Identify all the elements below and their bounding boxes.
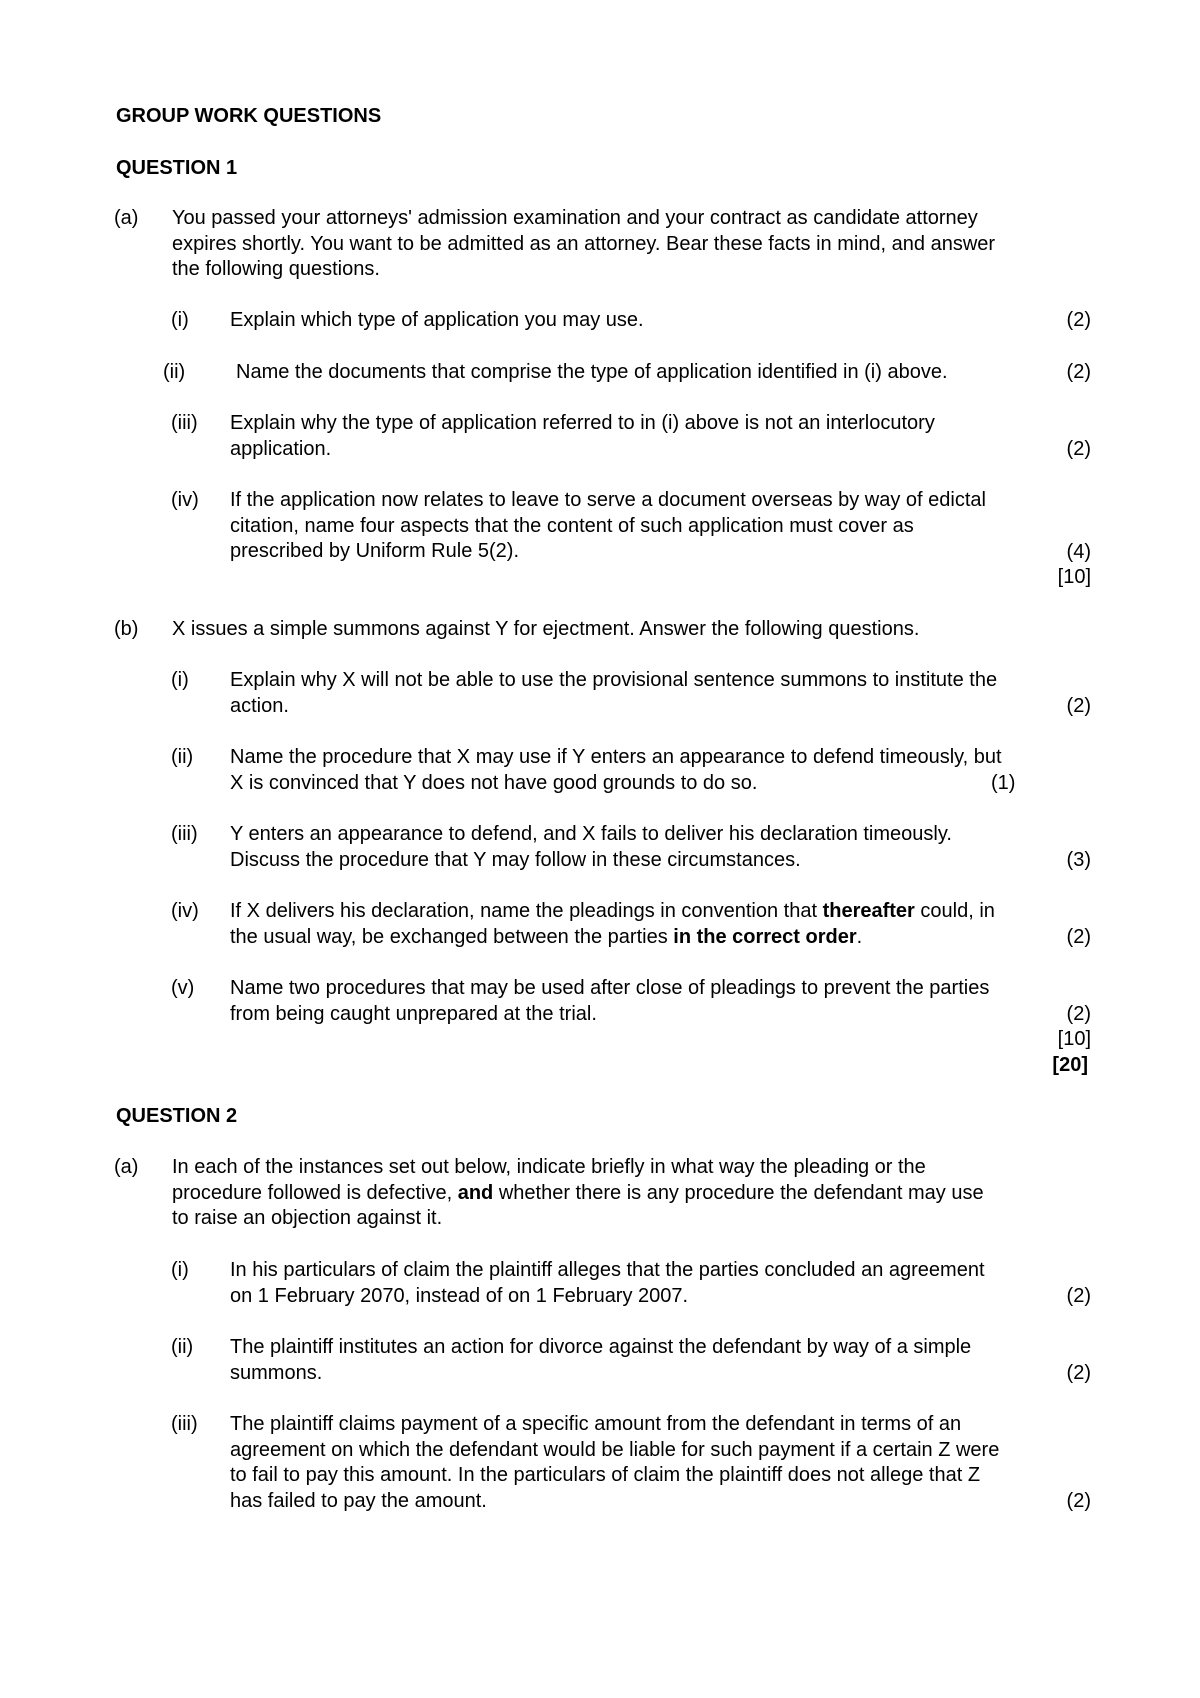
- q2a-item-i-line: on 1 February 2070, instead of on 1 February 2007.: [230, 1284, 689, 1307]
- q1b-item-iv-line1-pre: If X delivers his declaration, name the pleadings in convention that: [230, 900, 823, 922]
- q1-total: [20]: [1052, 1054, 1088, 1076]
- q1b-item-iii-mark: (3): [1066, 849, 1091, 871]
- q2-part-a-line2-post: whether there is any procedure the defendant may use: [493, 1181, 984, 1204]
- question-2-heading: QUESTION 2: [116, 1105, 238, 1127]
- q1b-item-ii-text: [230, 745, 1090, 796]
- q2a-item-iii-line: agreement on which the defendant would be liable for such payment if a certain Z were: [230, 1438, 1000, 1461]
- q2-part-a-line2-pre: procedure followed is defective,: [172, 1181, 458, 1204]
- question-1-heading: QUESTION 1: [116, 157, 238, 179]
- q2a-item-iii-line: The plaintiff claims payment of a specific amount from the defendant in terms of an: [230, 1413, 962, 1435]
- q1a-item-iv-mark: (4): [1066, 541, 1091, 563]
- q1a-item-iv-line: citation, name four aspects that the content of such application must cover as: [230, 514, 914, 537]
- q1b-item-v-line: from being caught unprepared at the trial.: [230, 1002, 597, 1025]
- q1b-item-iv-line1-post: could, in: [914, 900, 995, 922]
- document-title: GROUP WORK QUESTIONS: [116, 105, 382, 127]
- q2-part-a-intro-line: to raise an objection against it.: [172, 1207, 443, 1229]
- q1b-item-iii-line: Discuss the procedure that Y may follow in these circumstances.: [230, 848, 801, 871]
- q2a-item-i-line: In his particulars of claim the plaintiff alleges that the parties concluded an agreement: [230, 1259, 985, 1281]
- q2a-item-iii-label: (iii): [171, 1413, 198, 1435]
- q1b-item-iv-line-2: [230, 925, 1090, 951]
- q1b-item-iii-label: (iii): [171, 823, 198, 845]
- q1a-item-i-text: [230, 308, 1090, 334]
- q2a-item-iii-line: to fail to pay this amount. In the particulars of claim the plaintiff does not allege that Z: [230, 1464, 981, 1486]
- q2a-item-iii-text: [230, 1412, 1090, 1514]
- q1b-item-iv-line2-pre: the usual way, be exchanged between the parties: [230, 925, 674, 948]
- q1b-item-iv-label: (iv): [171, 900, 199, 922]
- q1a-item-i-line: Explain which type of application you may use.: [230, 309, 644, 331]
- q1a-item-ii-mark: (2): [1066, 361, 1091, 383]
- q1b-subtotal: [10]: [1057, 1028, 1091, 1050]
- q1a-item-iv-label: (iv): [171, 489, 199, 511]
- q1b-item-i-text: [230, 668, 1090, 719]
- q1b-item-i-label: (i): [171, 669, 189, 691]
- q2-part-a-emphasis: and: [457, 1181, 494, 1204]
- q1b-item-iv-mark: (2): [1066, 926, 1091, 948]
- q1b-item-iv-line-1: [230, 899, 1090, 925]
- q1a-item-iv-text: [230, 488, 1090, 565]
- q1-part-b-intro: X issues a simple summons against Y for ejectment. Answer the following questions.: [172, 618, 920, 640]
- q2a-item-i-text: [230, 1258, 1090, 1309]
- q2a-item-ii-mark: (2): [1066, 1362, 1091, 1384]
- q1b-item-ii-mark: (1): [991, 772, 1016, 794]
- q1-part-b-label: (b): [114, 618, 139, 640]
- q2a-item-ii-line: The plaintiff institutes an action for divorce against the defendant by way of a simple: [230, 1336, 972, 1358]
- q1a-item-ii-text: [236, 360, 1096, 386]
- q1a-item-iii-line: Explain why the type of application referred to in (i) above is not an interlocutory: [230, 412, 935, 434]
- q2a-item-ii-text: [230, 1335, 1090, 1386]
- q1-part-a-intro-line: You passed your attorneys' admission examination and your contract as candidate attorney: [172, 207, 978, 229]
- q1b-item-iv-emphasis: in the correct order: [673, 925, 857, 948]
- q1b-item-i-line: action.: [230, 694, 289, 717]
- q2a-item-iii-line: has failed to pay the amount.: [230, 1489, 487, 1512]
- q1a-item-iii-line: application.: [230, 437, 332, 460]
- q1a-item-iii-text: [230, 411, 1090, 462]
- q1a-item-i-label: (i): [171, 309, 189, 331]
- q1a-item-ii-label: (ii): [163, 361, 186, 383]
- q1a-item-iv-line: prescribed by Uniform Rule 5(2).: [230, 540, 519, 562]
- q1b-item-iv-emphasis: thereafter: [822, 900, 915, 922]
- q1b-item-v-line: Name two procedures that may be used after close of pleadings to prevent the parties: [230, 977, 990, 999]
- q2a-item-ii-line: summons.: [230, 1361, 323, 1384]
- q1b-item-iii-line: Y enters an appearance to defend, and X fails to deliver his declaration timeously.: [230, 823, 952, 845]
- q1b-item-ii-line: Name the procedure that X may use if Y enters an appearance to defend timeously, but: [230, 746, 1002, 768]
- q1a-item-i-mark: (2): [1066, 309, 1091, 331]
- q2-part-a-intro-line: [172, 1181, 1102, 1207]
- q1b-item-ii-line: X is convinced that Y does not have good grounds to do so.: [230, 771, 758, 794]
- q1-part-a-intro: [172, 206, 1102, 283]
- q1b-item-v-label: (v): [171, 977, 195, 999]
- q1b-item-i-line: Explain why X will not be able to use the provisional sentence summons to institute the: [230, 669, 998, 691]
- q1a-item-iii-mark: (2): [1066, 438, 1091, 460]
- q1-part-a-intro-line: expires shortly. You want to be admitted as an attorney. Bear these facts in mind, and answer: [172, 232, 996, 255]
- q1b-item-ii-label: (ii): [171, 746, 194, 768]
- q1b-item-v-text: [230, 976, 1090, 1027]
- q1b-item-iv-line2-post: .: [856, 925, 863, 948]
- q1b-item-iv-text: [230, 899, 1090, 950]
- q1b-item-v-mark: (2): [1066, 1003, 1091, 1025]
- q2a-item-ii-label: (ii): [171, 1336, 194, 1358]
- q1a-item-iii-label: (iii): [171, 412, 198, 434]
- q1a-item-ii-line: Name the documents that comprise the type of application identified in (i) above.: [236, 361, 948, 383]
- q1a-subtotal: [10]: [1057, 566, 1091, 588]
- q1-part-a-label: (a): [114, 207, 139, 229]
- q1-part-a-intro-line: the following questions.: [172, 258, 380, 280]
- q2-part-a-label: (a): [114, 1156, 139, 1178]
- q1a-item-iv-line: If the application now relates to leave to serve a document overseas by way of edictal: [230, 489, 986, 511]
- q2-part-a-intro: [172, 1155, 1102, 1232]
- q1b-item-iii-text: [230, 822, 1090, 873]
- q2a-item-iii-mark: (2): [1066, 1490, 1091, 1512]
- q2-part-a-intro-line: In each of the instances set out below, indicate briefly in what way the pleading or the: [172, 1156, 926, 1178]
- q2a-item-i-label: (i): [171, 1259, 189, 1281]
- q1b-item-i-mark: (2): [1066, 695, 1091, 717]
- q2a-item-i-mark: (2): [1066, 1285, 1091, 1307]
